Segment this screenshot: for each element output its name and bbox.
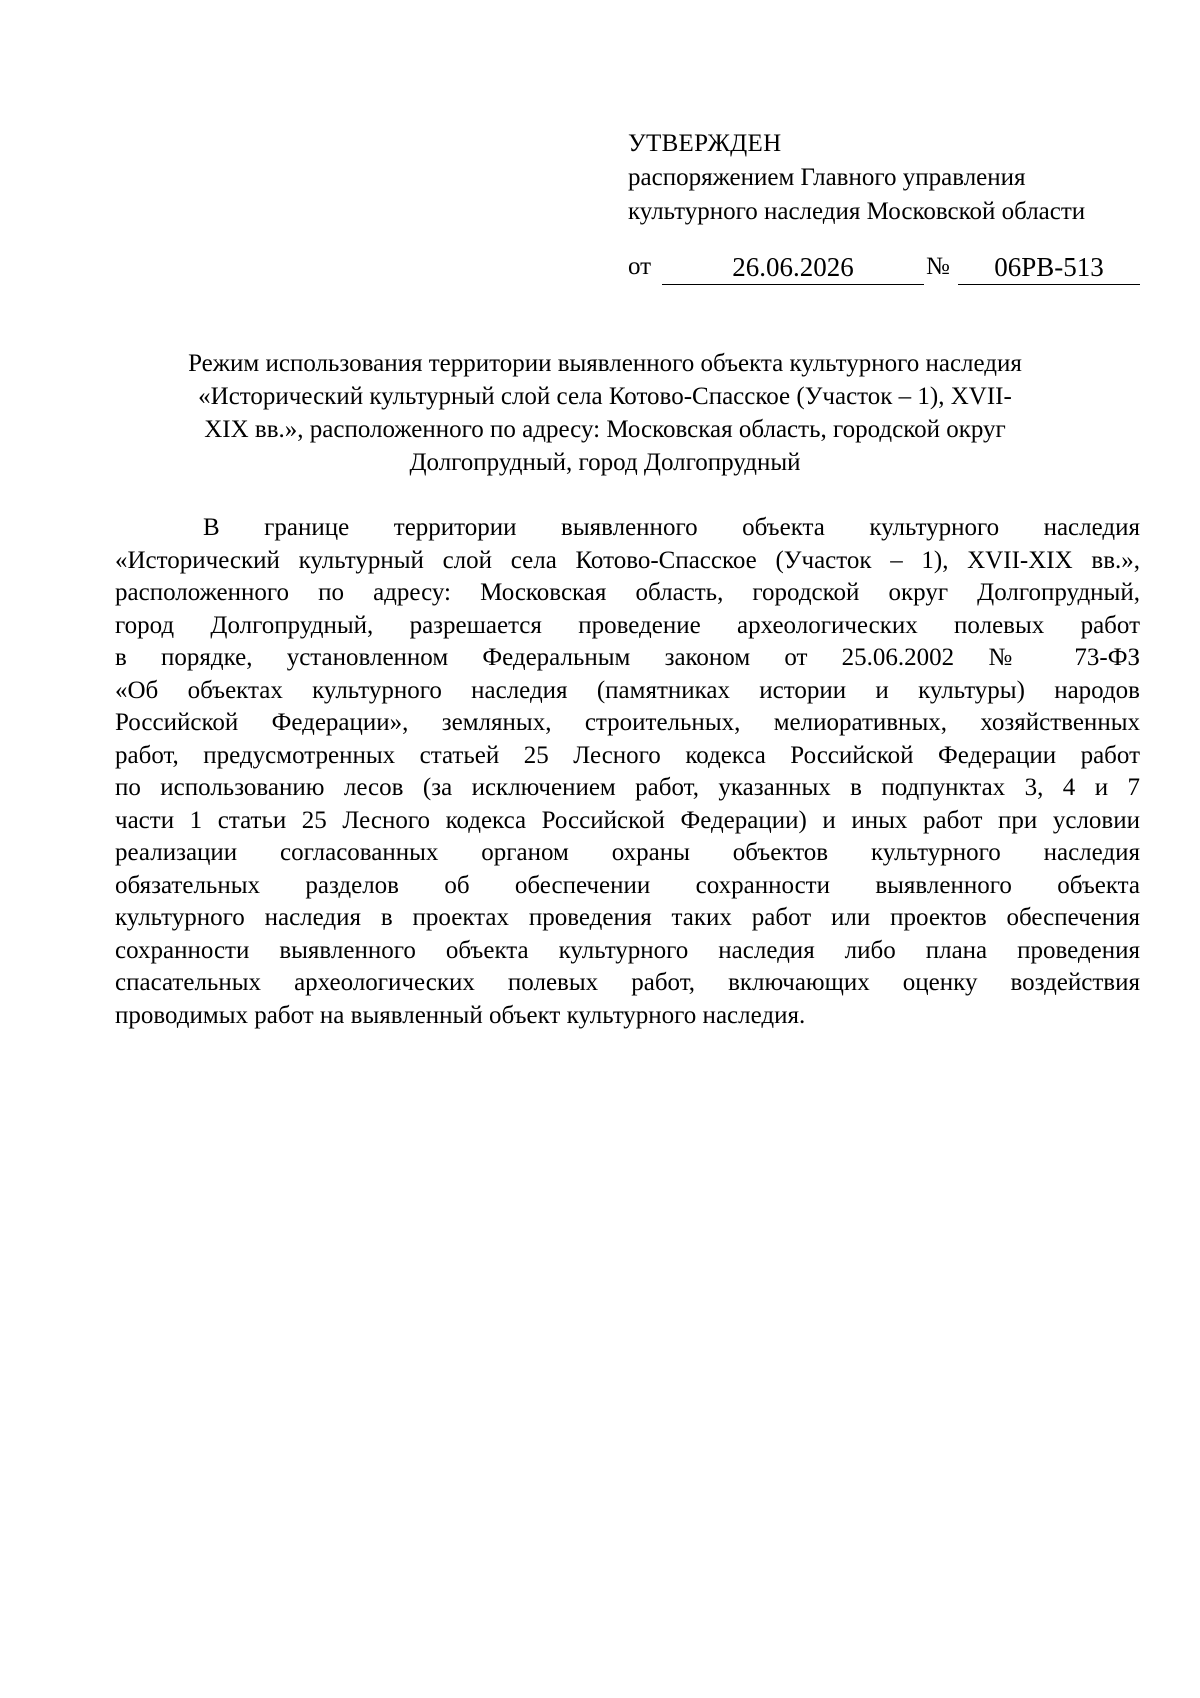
title-line: XIX вв.», расположенного по адресу: Московская область, городской округ xyxy=(204,416,1006,443)
approval-heading: УТВЕРЖДЕН xyxy=(628,130,782,157)
title-line: Долгопрудный, город Долгопрудный xyxy=(409,449,801,476)
approval-line: распоряжением Главного управления xyxy=(628,164,1026,191)
body-line xyxy=(115,610,1140,643)
body-line-text: части 1 статьи 25 Лесного кодекса Российской Федерации) и иных работ при условии xyxy=(115,806,1140,834)
title-line: «Исторический культурный слой села Котово-Спасское (Участок – 1), XVII- xyxy=(198,383,1012,410)
body-line xyxy=(115,1000,1140,1033)
body-line xyxy=(115,642,1140,675)
body-line xyxy=(115,902,1140,935)
body-line xyxy=(115,512,1140,545)
body-line-text: работ, предусмотренных статьей 25 Лесного кодекса Российской Федерации работ xyxy=(115,741,1140,769)
body-line-text: по использованию лесов (за исключением работ, указанных в подпунктах 3, 4 и 7 xyxy=(115,774,1140,801)
body-line xyxy=(115,707,1140,740)
body-line-text: проводимых работ на выявленный объект культурного наследия. xyxy=(115,1001,806,1029)
body-line xyxy=(115,675,1140,708)
order-number-value: 06РВ-513 xyxy=(958,250,1140,285)
body-line xyxy=(115,577,1140,610)
order-number-label: № xyxy=(926,253,950,280)
body-line-text: спасательных археологических полевых работ, включающих оценку воздействия xyxy=(115,969,1140,996)
order-details xyxy=(628,250,1140,284)
body-line xyxy=(115,740,1140,773)
body-line xyxy=(115,772,1140,805)
document-title xyxy=(115,347,1095,479)
body-line-text: сохранности выявленного объекта культурного наследия либо плана проведения xyxy=(115,936,1140,964)
body-line xyxy=(115,870,1140,903)
body-line-text: в порядке, установленном Федеральным законом от 25.06.2002 № 73-ФЗ xyxy=(115,644,1140,671)
order-date-value: 26.06.2026 xyxy=(662,250,924,285)
body-line-text: реализации согласованных органом охраны объектов культурного наследия xyxy=(115,839,1140,866)
body-line-text: Российской Федерации», земляных, строительных, мелиоративных, хозяйственных xyxy=(115,709,1140,736)
body-line-text: «Исторический культурный слой села Котово-Спасское (Участок – 1), XVII-XIX вв.», xyxy=(115,546,1140,574)
body-line-text: В границе территории выявленного объекта культурного наследия xyxy=(203,514,1140,541)
order-date-label: от xyxy=(628,253,652,280)
body-line xyxy=(115,545,1140,578)
title-line: Режим использования территории выявленного объекта культурного наследия xyxy=(188,350,1022,377)
body-line-text: «Об объектах культурного наследия (памятниках истории и культуры) народов xyxy=(115,676,1140,704)
body-paragraph xyxy=(115,512,1140,1032)
body-line xyxy=(115,837,1140,870)
body-line xyxy=(115,805,1140,838)
body-line-text: расположенного по адресу: Московская область, городской округ Долгопрудный, xyxy=(115,579,1140,606)
body-line-text: обязательных разделов об обеспечении сохранности выявленного объекта xyxy=(115,871,1140,899)
body-line-text: культурного наследия в проектах проведения таких работ или проектов обеспечения xyxy=(115,904,1140,931)
approval-line: культурного наследия Московской области xyxy=(628,198,1086,225)
body-line xyxy=(115,967,1140,1000)
approval-block xyxy=(628,127,1148,229)
body-line-text: город Долгопрудный, разрешается проведение археологических полевых работ xyxy=(115,611,1140,639)
body-line xyxy=(115,935,1140,968)
